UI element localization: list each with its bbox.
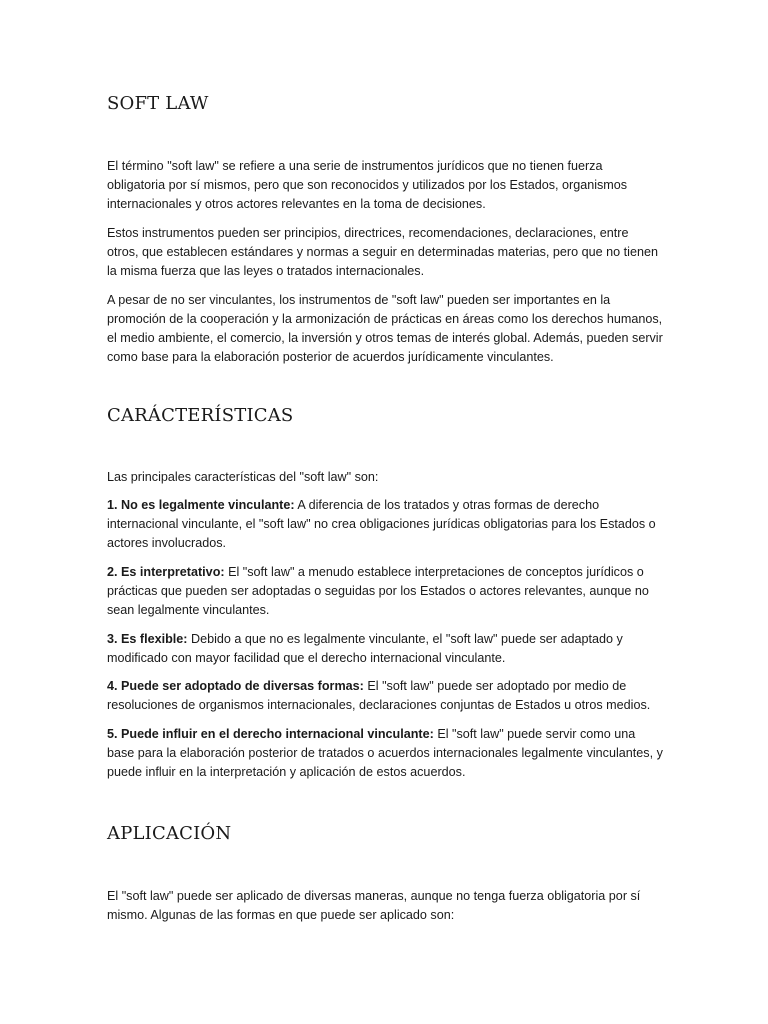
- paragraph-definition: El término "soft law" se refiere a una serie de instrumentos jurídicos que no tienen fuerza obligatoria por sí mismos, pero que son reconocidos y utilizados por los Estados, organismos internacionales y otros actores relevantes en la toma de decisiones.: [107, 159, 628, 211]
- paragraph-instruments: Estos instrumentos pueden ser principios, directrices, recomendaciones, declaraciones, entre otros, que establecen estándares y normas a seguir en determinadas materias, pero que no tienen la misma fuerza que las leyes o tratados internacionales.: [107, 226, 658, 278]
- list-item-title: 3. Es flexible:: [107, 632, 188, 646]
- list-item: [107, 630, 663, 668]
- list-item-text: El "soft law" a menudo establece interpretaciones de conceptos jurídicos o prácticas que pueden ser adoptadas o seguidas por los Estados o actores relevantes, aunque no sean legalmente vinculantes.: [107, 565, 649, 617]
- list-item: [107, 677, 663, 715]
- heading-aplicacion: APLICACIÓN: [107, 823, 232, 844]
- list-item-title: 4. Puede ser adoptado de diversas formas:: [107, 679, 364, 693]
- list-item-title: 5. Puede influir en el derecho internacional vinculante:: [107, 727, 434, 741]
- list-item: [107, 563, 663, 620]
- list-item-text: Debido a que no es legalmente vinculante, el "soft law" puede ser adaptado y modificado con mayor facilidad que el derecho internacional vinculante.: [107, 632, 623, 665]
- paragraph-importance: A pesar de no ser vinculantes, los instrumentos de "soft law" pueden ser importantes en la promoción de la cooperación y la armonización de prácticas en áreas como los derechos humanos, el medio ambiente, el comercio, la inversión y otros temas de interés global. Además, pueden servir como base para la elaboración posterior de acuerdos jurídicamente vinculantes.: [107, 293, 663, 364]
- heading-caracteristicas: CARÁCTERÍSTICAS: [107, 405, 294, 426]
- heading-soft-law: SOFT LAW: [107, 93, 209, 114]
- paragraph-application-intro: El "soft law" puede ser aplicado de diversas maneras, aunque no tenga fuerza obligatoria por sí mismo. Algunas de las formas en que puede ser aplicado son:: [107, 889, 641, 922]
- list-item: [107, 496, 663, 553]
- list-item-text: A diferencia de los tratados y otras formas de derecho internacional vinculante, el "soft law" no crea obligaciones jurídicas obligatorias para los Estados o actores involucrados.: [107, 498, 656, 550]
- list-item: [107, 725, 663, 782]
- list-item-title: 1. No es legalmente vinculante:: [107, 498, 295, 512]
- paragraph-characteristics-intro: Las principales características del "soft law" son:: [107, 470, 379, 484]
- list-item-text: El "soft law" puede ser adoptado por medio de resoluciones de organismos internacionales, declaraciones conjuntas de Estados u otros medios.: [107, 679, 651, 712]
- list-item-title: 2. Es interpretativo:: [107, 565, 225, 579]
- list-item-text: El "soft law" puede servir como una base para la elaboración posterior de tratados o acuerdos internacionales legalmente vinculantes, y puede influir en la interpretación y aplicación de estos acuerdos.: [107, 727, 663, 779]
